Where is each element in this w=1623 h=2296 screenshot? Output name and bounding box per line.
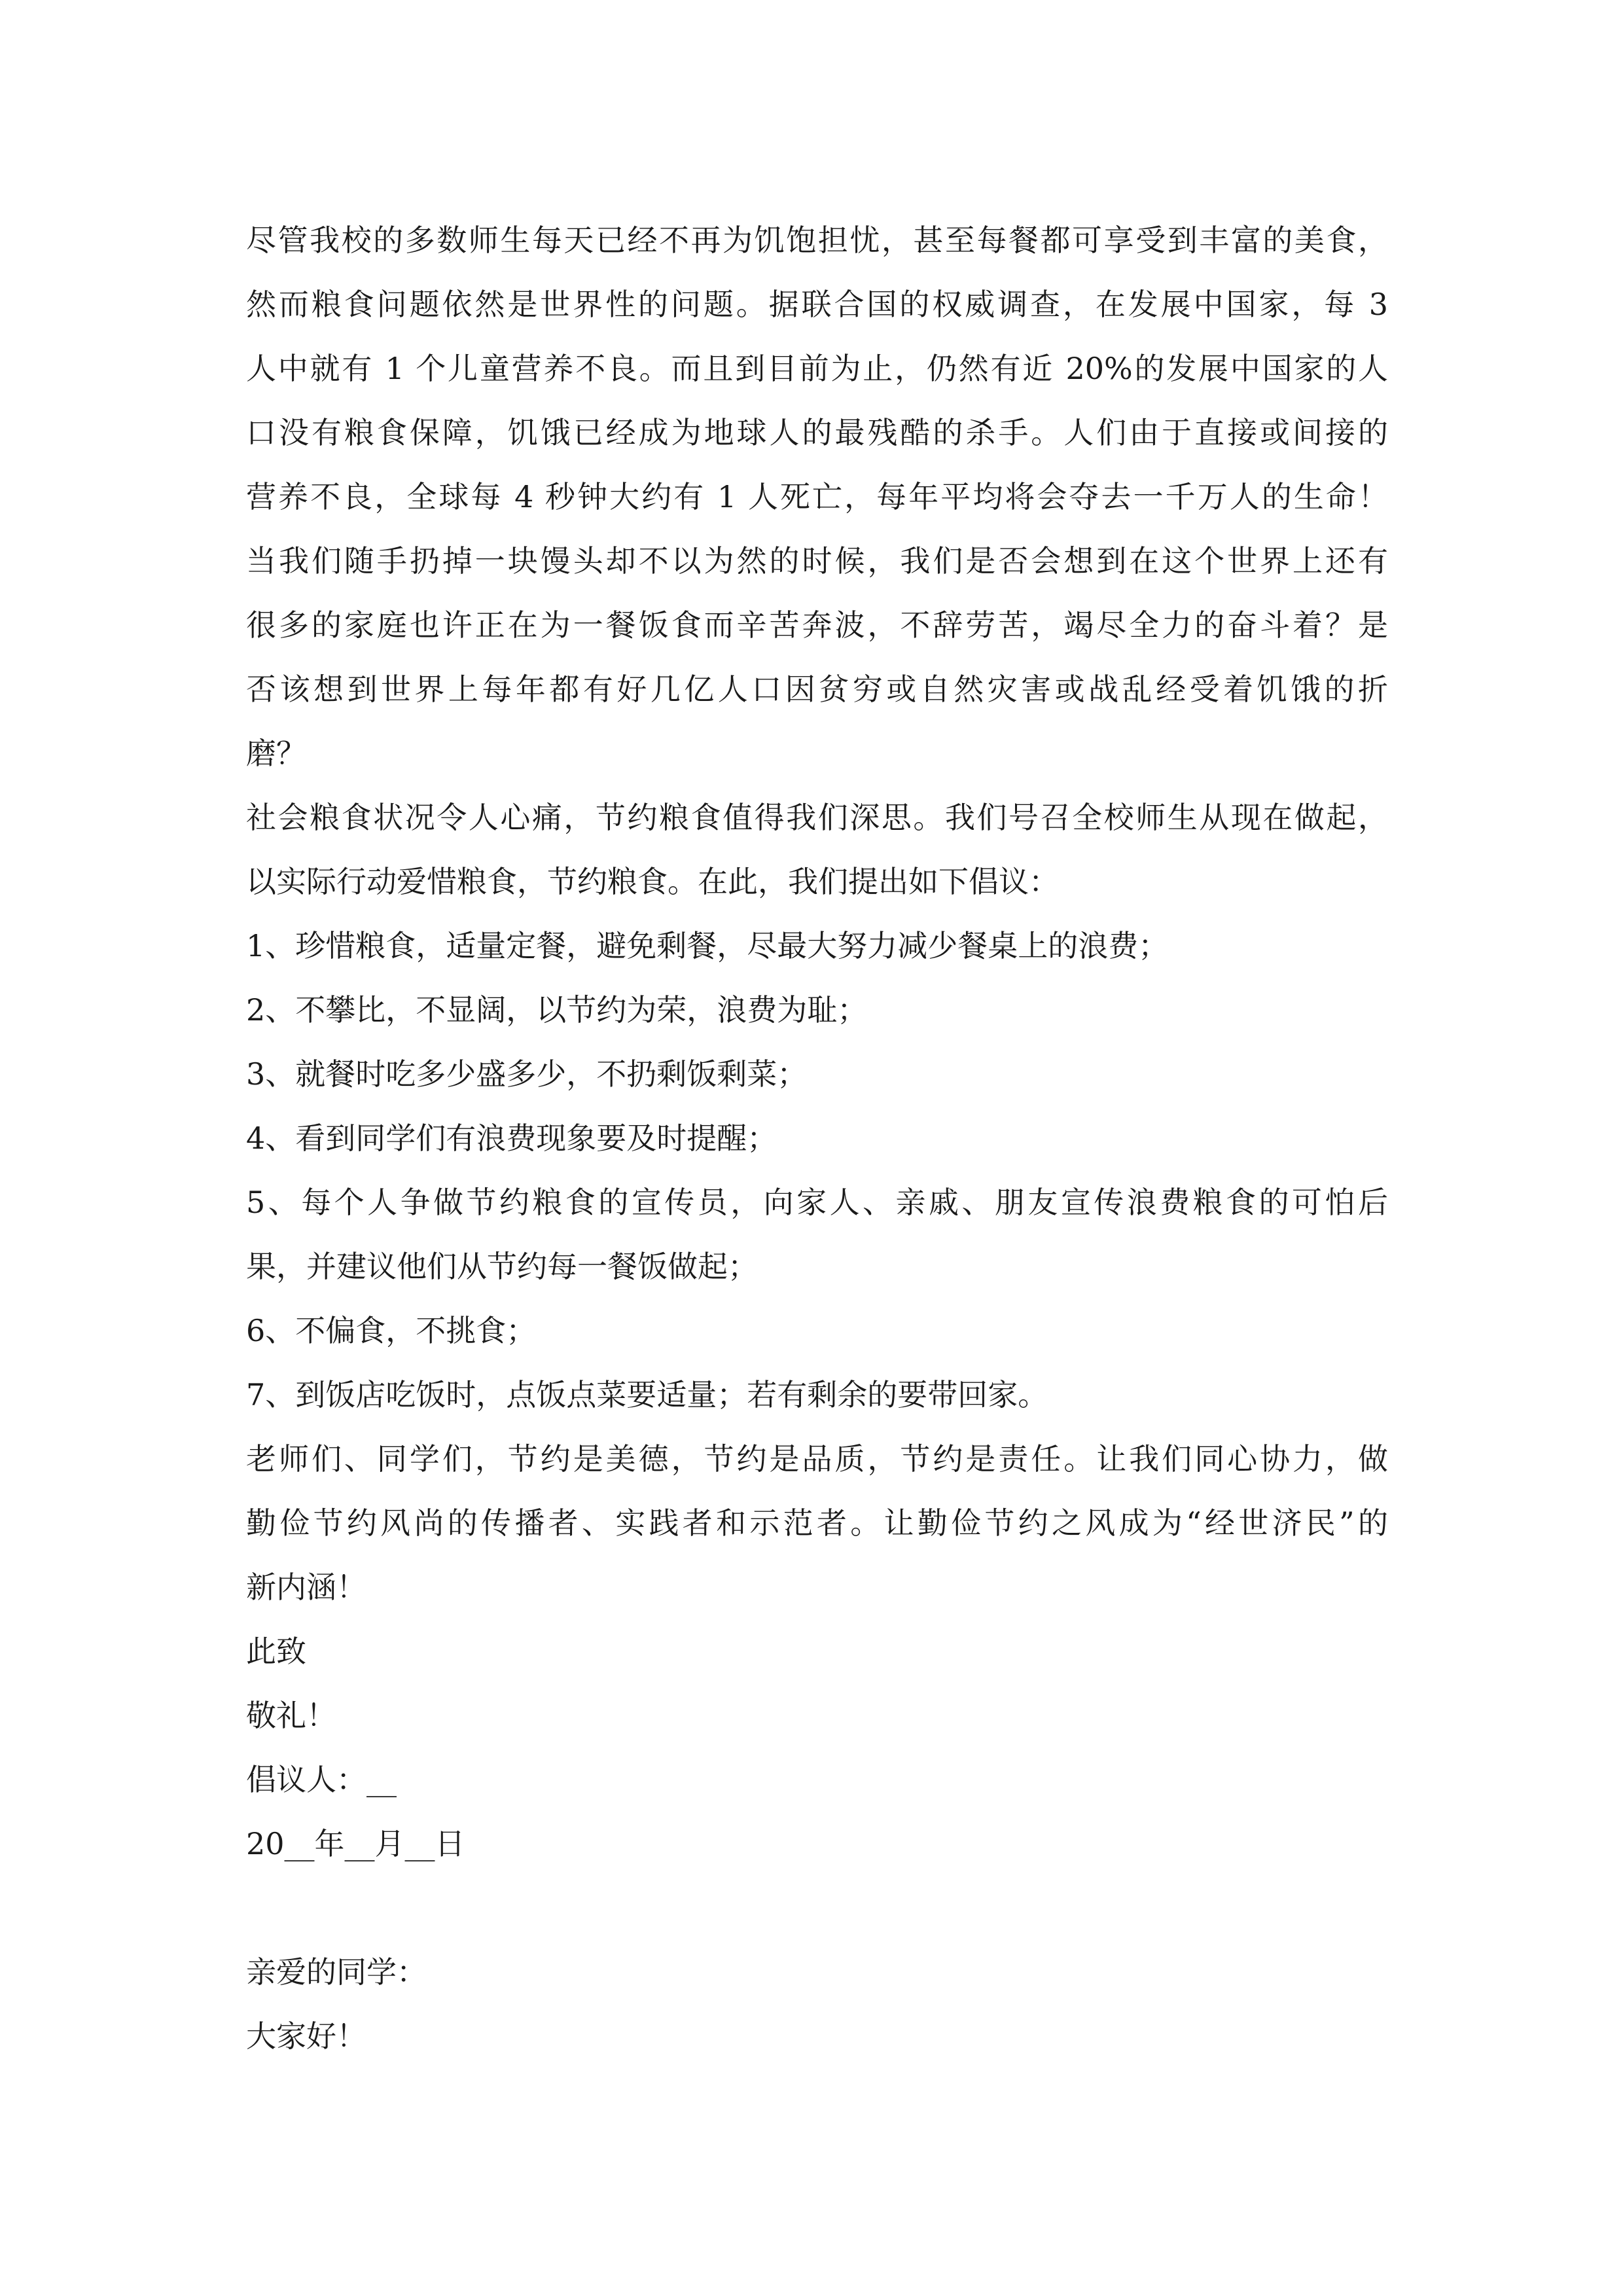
list-item: 2、不攀比，不显阔，以节约为荣，浪费为耻； [246, 992, 868, 1028]
greeting-line: 亲爱的同学： [246, 1954, 427, 1990]
text-line: 社会粮食状况令人心痛，节约粮食值得我们深思。我们号召全校师生从现在做起， [246, 800, 1388, 835]
greeting-line: 大家好！ [246, 2018, 366, 2054]
text-line: 营养不良，全球每 4 秒钟大约有 1 人死亡，每年平均将会夺去一千万人的生命！ [246, 479, 1388, 514]
proposal-list [246, 914, 1388, 1427]
next-letter [246, 1940, 1388, 2068]
text-line: 当我们随手扔掉一块馒头却不以为然的时候，我们是否会想到在这个世界上还有 [246, 543, 1388, 579]
text-line: 人中就有 1 个儿童营养不良。而且到目前为止，仍然有近 20%的发展中国家的人 [246, 351, 1389, 386]
closing-regards: 敬礼！ [246, 1698, 336, 1733]
list-item: 4、看到同学们有浪费现象要及时提醒； [246, 1121, 777, 1156]
list-item: 5、每个人争做节约粮食的宣传员，向家人、亲戚、朋友宣传浪费粮食的可怕后 [246, 1185, 1388, 1220]
text-line: 老师们、同学们，节约是美德，节约是品质，节约是责任。让我们同心协力，做 [246, 1441, 1388, 1477]
text-line: 磨？ [246, 736, 306, 771]
text-line: 然而粮食问题依然是世界性的问题。据联合国的权威调查，在发展中国家，每 3 [246, 287, 1388, 322]
text-line: 否该想到世界上每年都有好几亿人口因贫穷或自然灾害或战乱经受着饥饿的折 [246, 672, 1388, 707]
closing-block [246, 1619, 1388, 1876]
list-item: 7、到饭店吃饭时，点饭点菜要适量；若有剩余的要带回家。 [246, 1377, 1048, 1412]
text-line: 新内涵！ [246, 1570, 366, 1605]
paragraph-conclusion [246, 1427, 1388, 1619]
closing-salutation: 此致 [246, 1634, 306, 1669]
paragraph-intro [246, 208, 1388, 785]
list-item: 6、不偏食，不挑食； [246, 1313, 537, 1348]
section-gap [246, 1876, 1388, 1940]
list-item: 果，并建议他们从节约每一餐饭做起； [246, 1249, 758, 1284]
text-line: 以实际行动爱惜粮食，节约粮食。在此，我们提出如下倡议： [246, 864, 1059, 899]
list-item: 3、就餐时吃多少盛多少，不扔剩饭剩菜； [246, 1056, 808, 1092]
text-line: 勤俭节约风尚的传播者、实践者和示范者。让勤俭节约之风成为“经世济民”的 [246, 1505, 1388, 1541]
list-item: 1、珍惜粮食，适量定餐，避免剩餐，尽最大努力减少餐桌上的浪费； [246, 928, 1169, 963]
text-line: 很多的家庭也许正在为一餐饭食而辛苦奔波，不辞劳苦，竭尽全力的奋斗着？是 [246, 607, 1388, 643]
paragraph-call [246, 785, 1388, 914]
document-body [246, 208, 1388, 2068]
date-line: 20__年__月__日 [246, 1826, 465, 1861]
signature-line: 倡议人：__ [246, 1762, 397, 1797]
text-line: 口没有粮食保障，饥饿已经成为地球人的最残酷的杀手。人们由于直接或间接的 [246, 415, 1388, 450]
text-line: 尽管我校的多数师生每天已经不再为饥饱担忧，甚至每餐都可享受到丰富的美食， [246, 223, 1388, 258]
